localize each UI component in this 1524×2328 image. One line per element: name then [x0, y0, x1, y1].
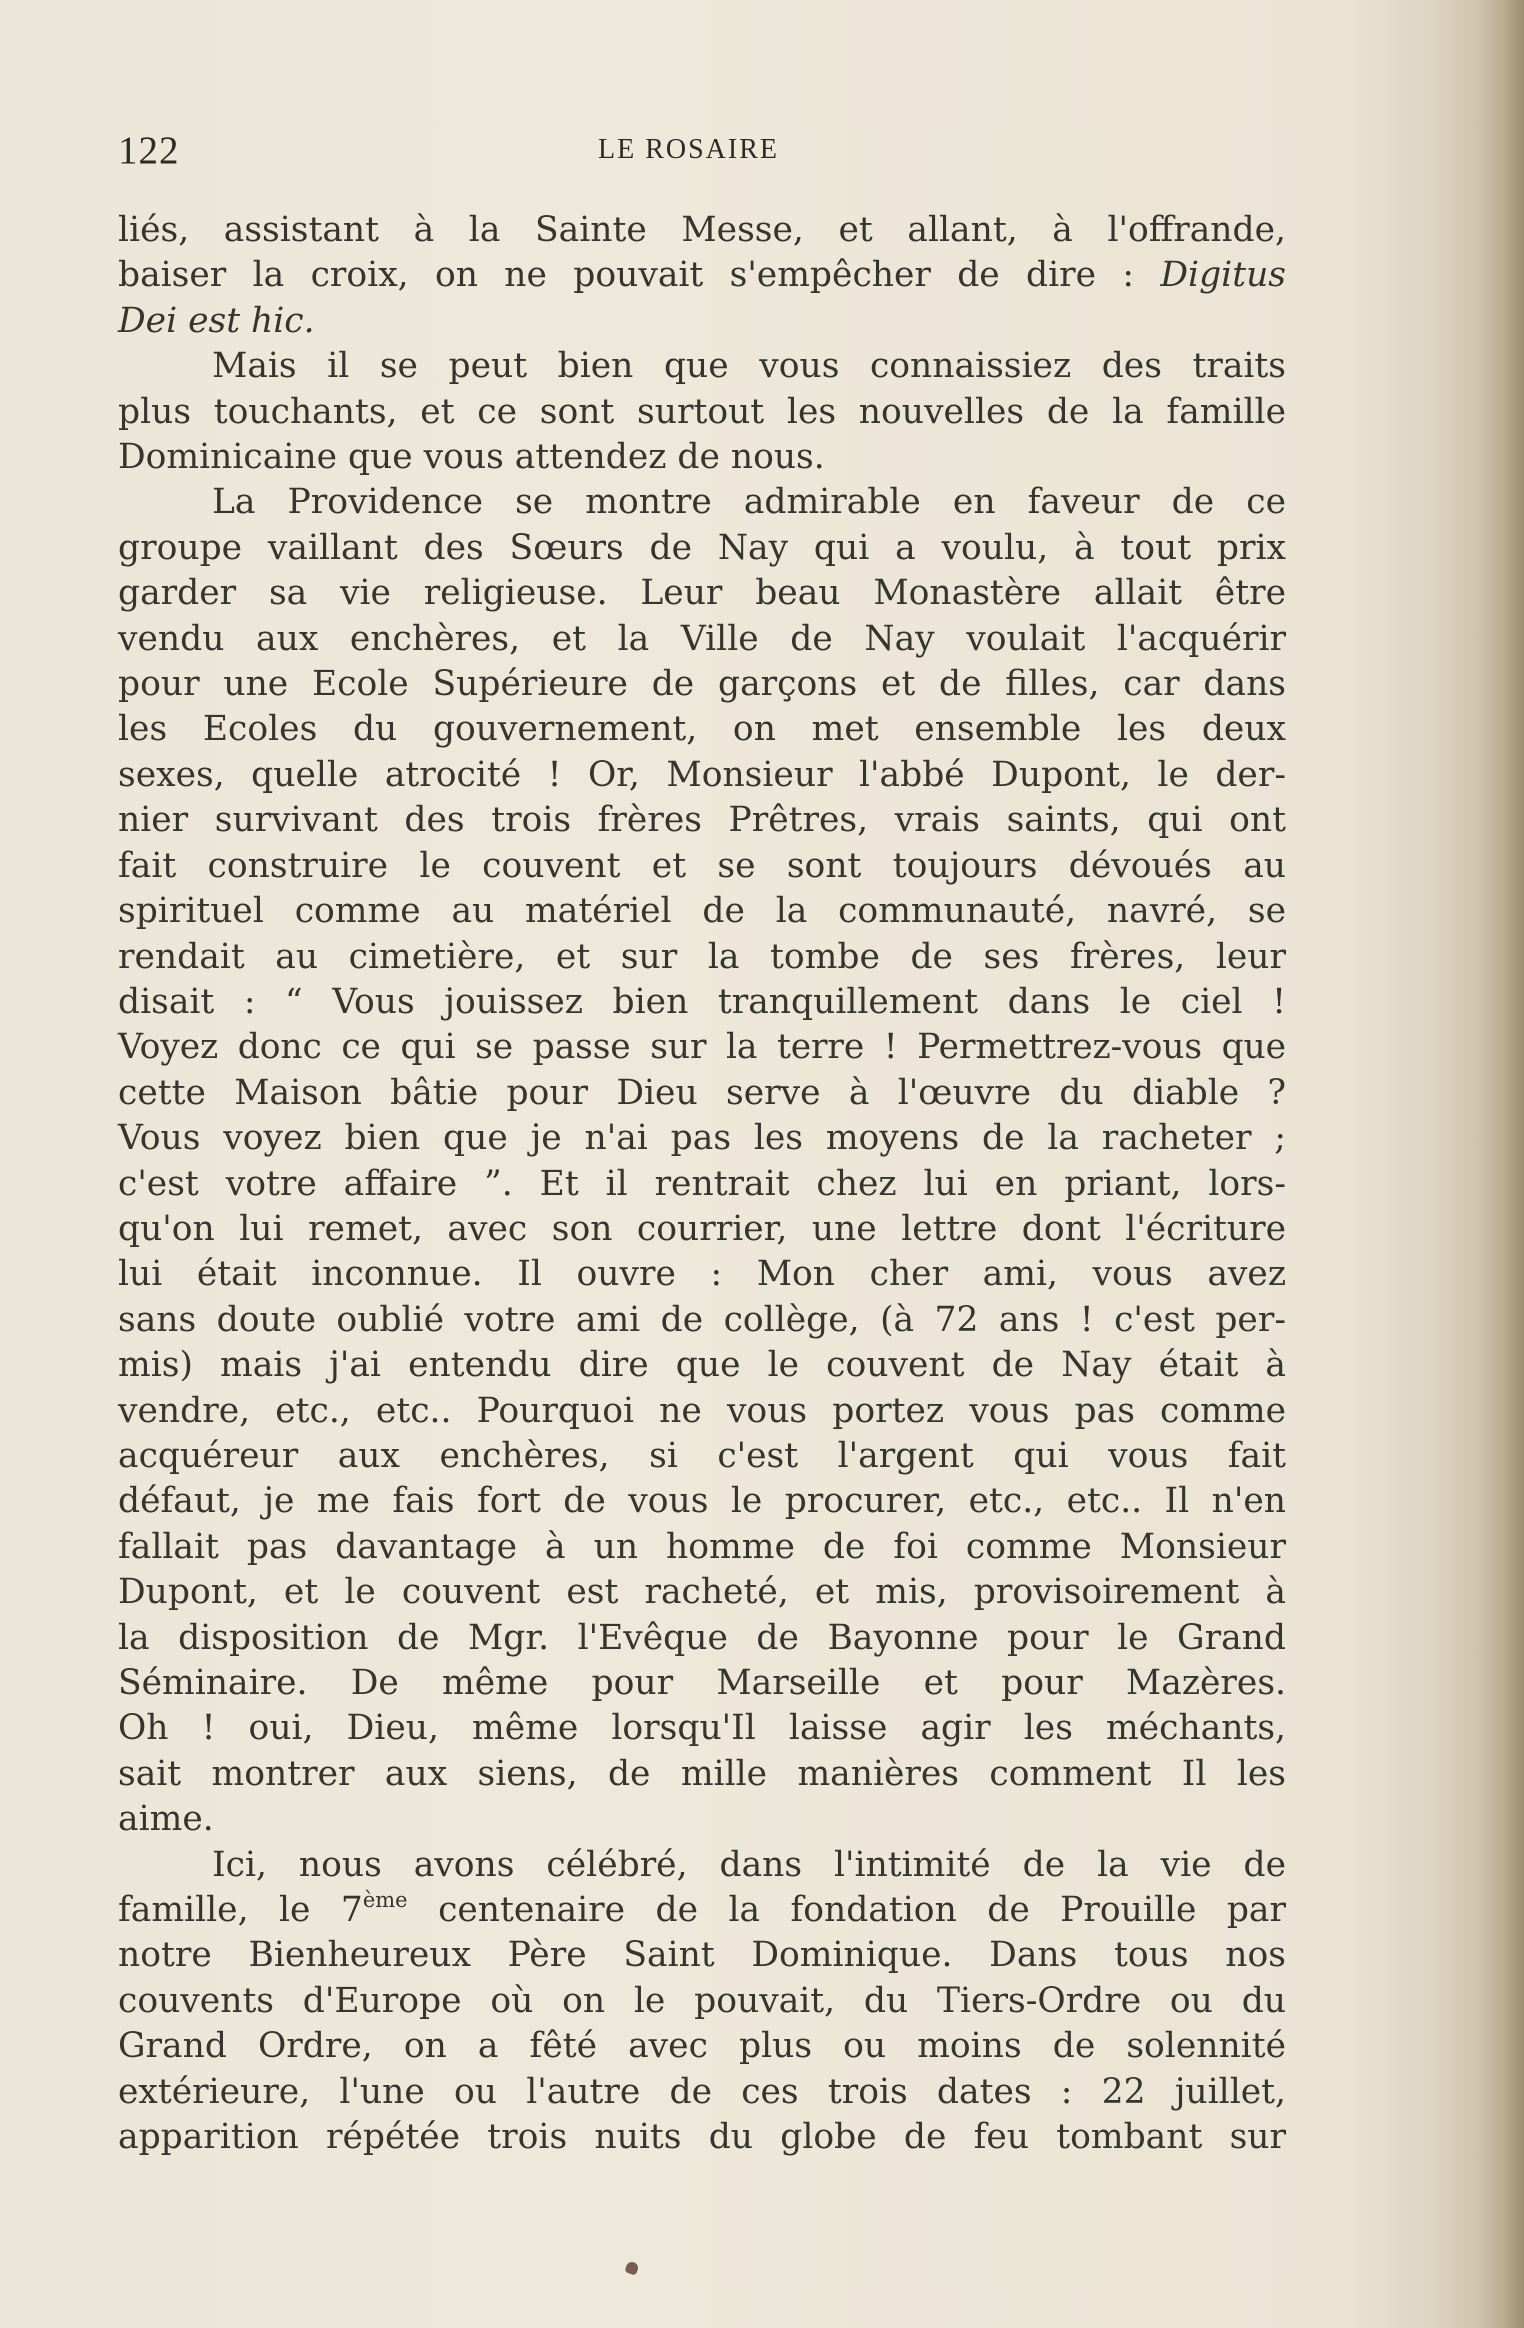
text-line: les Ecoles du gouvernement, on met ensemble les deux: [118, 709, 1286, 750]
ink-mark: [624, 2260, 639, 2275]
body-text: [118, 208, 1286, 2160]
text-line: fait construire le couvent et se sont toujours dévoués au: [118, 845, 1286, 886]
text-line: Mais il se peut bien que vous connaissiez des traits: [212, 346, 1286, 387]
text-line: notre Bienheureux Père Saint Dominique. Dans tous nos: [118, 1935, 1286, 1976]
text-line: plus touchants, et ce sont surtout les nouvelles de la famille: [118, 391, 1286, 432]
text-line: fallait pas davantage à un homme de foi comme Monsieur: [118, 1526, 1286, 1567]
text-line: nier survivant des trois frères Prêtres, vrais saints, qui ont: [118, 800, 1286, 841]
text-line: spirituel comme au matériel de la communauté, navré, se: [118, 891, 1286, 932]
text-line: Voyez donc ce qui se passe sur la terre ! Permettrez-vous que: [118, 1027, 1286, 1068]
page-number: 122: [118, 129, 180, 172]
text-line: garder sa vie religieuse. Leur beau Monastère allait être: [118, 573, 1286, 614]
text-line: groupe vaillant des Sœurs de Nay qui a voulu, à tout prix: [118, 527, 1286, 568]
text-line: Grand Ordre, on a fêté avec plus ou moins de solennité: [118, 2026, 1286, 2067]
superscript: ème: [362, 1888, 408, 1913]
paragraph-2: [118, 344, 1286, 480]
text-line: vendre, etc., etc.. Pourquoi ne vous portez vous pas comme: [118, 1390, 1286, 1431]
text-line: sexes, quelle atrocité ! Or, Monsieur l'abbé Dupont, le der-: [118, 754, 1286, 795]
text-line: Ici, nous avons célébré, dans l'intimité de la vie de: [212, 1844, 1286, 1885]
text-line: la disposition de Mgr. l'Evêque de Bayonne pour le Grand: [118, 1617, 1286, 1658]
text-line: sans doute oublié votre ami de collège, (à 72 ans ! c'est per-: [118, 1299, 1286, 1340]
text-line: apparition répétée trois nuits du globe de feu tombant sur: [118, 2117, 1286, 2158]
text-line: Vous voyez bien que je n'ai pas les moyens de la racheter ;: [118, 1118, 1286, 1159]
text-line: Dupont, et le couvent est racheté, et mis, provisoirement à: [118, 1572, 1286, 1613]
text-line: lui était inconnue. Il ouvre : Mon cher ami, vous avez: [118, 1254, 1286, 1295]
text-line: aime.: [118, 1799, 214, 1840]
text-line: c'est votre affaire ”. Et il rentrait chez lui en priant, lors-: [118, 1163, 1286, 1204]
text-line: extérieure, l'une ou l'autre de ces trois dates : 22 juillet,: [118, 2071, 1286, 2112]
text-line: défaut, je me fais fort de vous le procurer, etc., etc.. Il n'en: [118, 1481, 1286, 1522]
text-line: sait montrer aux siens, de mille manières comment Il les: [118, 1753, 1286, 1794]
page-edge-shadow: [1478, 0, 1524, 2328]
text-line: vendu aux enchères, et la Ville de Nay voulait l'acquérir: [118, 618, 1286, 659]
italic-text: Digitus: [1160, 255, 1286, 296]
paragraph-3: [118, 480, 1286, 1842]
page-header: [118, 128, 1286, 176]
text-line: pour une Ecole Supérieure de garçons et de filles, car dans: [118, 664, 1286, 705]
text-line: Séminaire. De même pour Marseille et pour Mazères.: [118, 1663, 1286, 1703]
text-line: Dei est hic.: [118, 300, 315, 341]
text-line: liés, assistant à la Sainte Messe, et allant, à l'offrande,: [118, 210, 1286, 250]
text-segment: baiser la croix, on ne pouvait s'empêcher de dire :: [118, 255, 1161, 296]
text-line: La Providence se montre admirable en faveur de ce: [212, 482, 1286, 523]
running-head: LE ROSAIRE: [598, 134, 779, 165]
text-line: Oh ! oui, Dieu, même lorsqu'Il laisse agir les méchants,: [118, 1708, 1286, 1749]
text-line: mis) mais j'ai entendu dire que le couvent de Nay était à: [118, 1345, 1286, 1386]
text-line: rendait au cimetière, et sur la tombe de ses frères, leur: [118, 936, 1286, 977]
text-segment: famille, le 7: [118, 1890, 363, 1931]
text-line: Dominicaine que vous attendez de nous.: [118, 437, 825, 478]
text-line: qu'on lui remet, avec son courrier, une lettre dont l'écriture: [118, 1208, 1286, 1249]
text-line: [118, 253, 1286, 298]
text-segment: centenaire de la fondation de Prouille par: [407, 1890, 1286, 1931]
paragraph-4: [118, 1843, 1286, 2161]
text-line: [118, 1888, 1286, 1933]
text-line: disait : “ Vous jouissez bien tranquillement dans le ciel !: [118, 981, 1286, 1022]
text-line: cette Maison bâtie pour Dieu serve à l'œuvre du diable ?: [118, 1072, 1286, 1113]
text-line: couvents d'Europe où on le pouvait, du Tiers-Ordre ou du: [118, 1980, 1286, 2021]
text-line: acquéreur aux enchères, si c'est l'argent qui vous fait: [118, 1435, 1286, 1476]
paragraph-1: [118, 208, 1286, 344]
